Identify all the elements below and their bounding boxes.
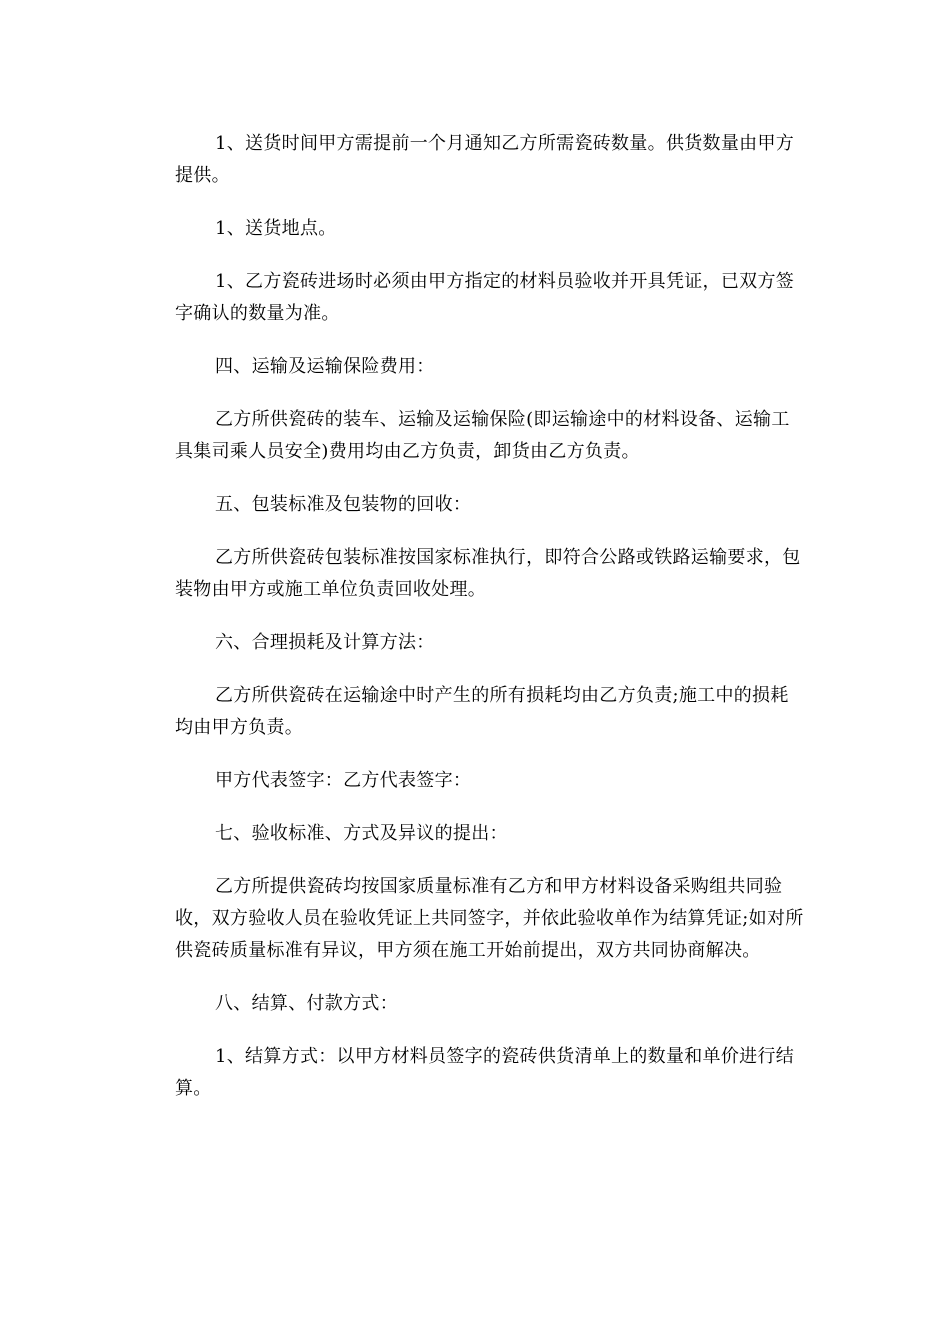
- paragraph-packaging-standard: 乙方所供瓷砖包装标准按国家标准执行，即符合公路或铁路运输要求，包装物由甲方或施工单位负责回收处理。: [175, 547, 801, 600]
- heading-acceptance-standard: 七、验收标准、方式及异议的提出：: [215, 823, 508, 844]
- paragraph-settlement-method: 1、结算方式：以甲方材料员签字的瓷砖供货清单上的数量和单价进行结算。: [175, 1046, 795, 1099]
- signature-line: 甲方代表签字：乙方代表签字：: [215, 770, 472, 791]
- paragraph-delivery-location: 1、送货地点。: [215, 218, 337, 239]
- heading-loss-calculation: 六、合理损耗及计算方法：: [215, 632, 435, 653]
- document-body: [175, 128, 805, 1105]
- paragraph-transport-costs: 乙方所供瓷砖的装车、运输及运输保险(即运输途中的材料设备、运输工具集司乘人员安全)费用均由乙方负责，卸货由乙方负责。: [175, 409, 790, 462]
- heading-transport-insurance: 四、运输及运输保险费用：: [215, 356, 435, 377]
- paragraph-acceptance-process: 乙方所提供瓷砖均按国家质量标准有乙方和甲方材料设备采购组共同验收，双方验收人员在验收凭证上共同签字，并依此验收单作为结算凭证;如对所供瓷砖质量标准有异议，甲方须在施工开始前提出，双方共同协商解决。: [175, 876, 804, 961]
- paragraph-acceptance-on-entry: 1、乙方瓷砖进场时必须由甲方指定的材料员验收并开具凭证，已双方签字确认的数量为准。: [175, 271, 795, 324]
- paragraph-loss-responsibility: 乙方所供瓷砖在运输途中时产生的所有损耗均由乙方负责;施工中的损耗均由甲方负责。: [175, 685, 789, 738]
- paragraph-delivery-time: 1、送货时间甲方需提前一个月通知乙方所需瓷砖数量。供货数量由甲方提供。: [175, 133, 795, 186]
- heading-settlement-payment: 八、结算、付款方式：: [215, 993, 398, 1014]
- heading-packaging: 五、包装标准及包装物的回收：: [215, 494, 472, 515]
